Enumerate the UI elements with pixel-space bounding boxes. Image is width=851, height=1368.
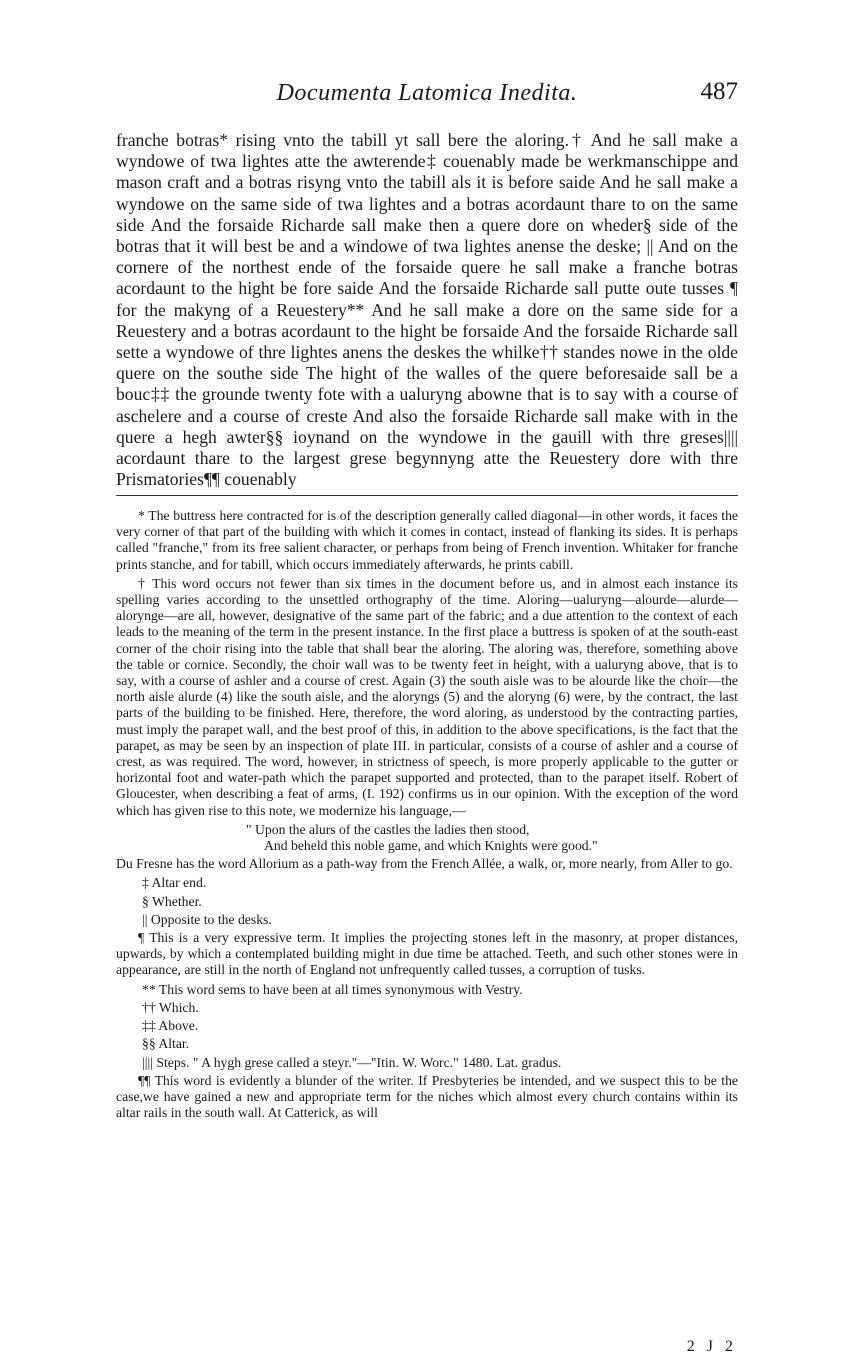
footnote-rule [116, 495, 738, 496]
footnote-10: §§ Altar. [142, 1036, 190, 1052]
footnote-2: † This word occurs not fewer than six times in the document before us, and in almost each instance its spelling varies according to the unsettled orthography of the time. Aloring—ualuryng—alourde—alurde—alorynge—are all, however, designative of the same part of the fabric; and a due attention to the context of each leads to the meaning of the term in the present instance. In the first place a buttress is spoken of at the south-east corner of the choir rising into the table that shall bear the aloring. The aloring was, therefore, something above the table or cornice. Secondly, the choir wall was to be twenty feet in height, with a ualuryng above, that is to say, with a course of ashler and a course of crest. Again (3) the south aisle was to be alourde like the choir—the north aisle alurde (4) like the south aisle, and the aloryngs (5) and the aloryng (6) were, by the contract, the last parts of the building to be finished. Here, therefore, the word aloring, as understood by the contracting parties, must imply the parapet wall, and the best proof of this, in addition to the above specifications, is the fact that the parapet, as may be seen by an inspection of plate III. in particular, consists of a course of ashler and a course of crest, as was required. The word, however, in strictness of speech, is more properly applicable to the gutter or horizontal foot and water-path which the parapet supported and protected, than to the parapet itself. Robert of Gloucester, when describing a feat of arms, (I. 192) confirms us in our opinion. With the exception of the word which has given rise to this note, we modernize his language,— [116, 575, 738, 818]
footnote-12: ¶¶ This word is evidently a blunder of the writer. If Presbyteries be intended, and we suspect this to be the case,we have gained a new and appropriate term for the niches which almost every church contains within its altar rails in the south wall. At Catterick, as will [116, 1072, 738, 1121]
footnote-11: |||| Steps. " A hygh grese called a steyr."—"Itin. W. Worc." 1480. Lat. gradus. [142, 1054, 562, 1070]
footnote-1: * The buttress here contracted for is of the description generally called diagonal—in other words, it faces the very corner of that part of the building with which it comes in contact, instead of flanking its sides. It is perhaps called "franche," from its free salient character, or perhaps from being of French invention. Whitaker for franche prints stanche, and for tabill, which occurs immediately afterwards, he prints cabill. [116, 508, 738, 572]
verse-line-1: " Upon the alurs of the castles the ladies then stood, [246, 821, 530, 837]
footnote-2-continued: Du Fresne has the word Allorium as a path-way from the French Allée, a walk, or, more nearly, from Aller to go. [116, 856, 733, 872]
footnote-6: ¶ This is a very expressive term. It implies the projecting stones left in the masonry, at proper distances, upwards, by which a contemplated building might in due time be attached. Teeth, and such other stones were in appearance, are still in the north of England not unfrequently called tusses, a corruption of tusks. [116, 930, 738, 978]
verse-quote [116, 822, 738, 854]
footnote-8: †† Which. [142, 999, 199, 1015]
main-text [116, 130, 738, 490]
page-number: 487 [700, 78, 738, 105]
signature-mark: 2 J 2 [686, 1338, 737, 1355]
footnote-4: § Whether. [142, 893, 202, 909]
footnote-7: ** This word sems to have been at all times synonymous with Vestry. [142, 981, 523, 997]
footnote-9: ‡‡ Above. [142, 1018, 199, 1034]
main-paragraph: franche botras* rising vnto the tabill yt sall bere the aloring.† And he sall make a wyndowe of twa lightes atte the awterende‡ couenably made be werkmanschippe and mason craft and a botras risyng vnto the tabill als it is before saide And he sall make a wyndowe on the same side of twa lightes and a botras acordaunt thare to on the same side And the forsaide Richarde sall make then a quere dore on wheder§ side of the botras that it will best be and a windowe of twa lightes anense the deske; || And on the cornere of the northest ende of the forsaide quere he sall make a franche botras acordaunt to the hight be fore saide And the forsaide Richarde sall putte oute tusses ¶ for the makyng of a Reuestery** And he sall make a dore on the same side for a Reuestery and a botras acordaunt to the hight be forsaide And the forsaide Richarde sall sette a wyndowe of thre lightes anens the deskes the whilke†† standes nowe in the olde quere on the southe side The hight of the walles of the quere beforesaide sall be a bouc‡‡ the grounde twenty fote with a ualuryng abowne that is to say with a course of aschelere and a course of creste And also the forsaide Richarde sall make with in the quere a hegh awter§§ ioynand on the wyndowe in the gauill with thre greses|||| acordaunt thare to the largest grese begynnyng atte the Reuestery dore with thre Prismatories¶¶ couenably [116, 130, 738, 490]
running-title: Documenta Latomica Inedita. [276, 80, 578, 106]
footnote-5: || Opposite to the desks. [142, 911, 272, 927]
footnote-3: ‡ Altar end. [142, 875, 207, 891]
verse-line-2: And beheld this noble game, and which Knights were good." [264, 838, 598, 854]
footnotes [116, 508, 738, 1124]
running-header [116, 72, 738, 112]
